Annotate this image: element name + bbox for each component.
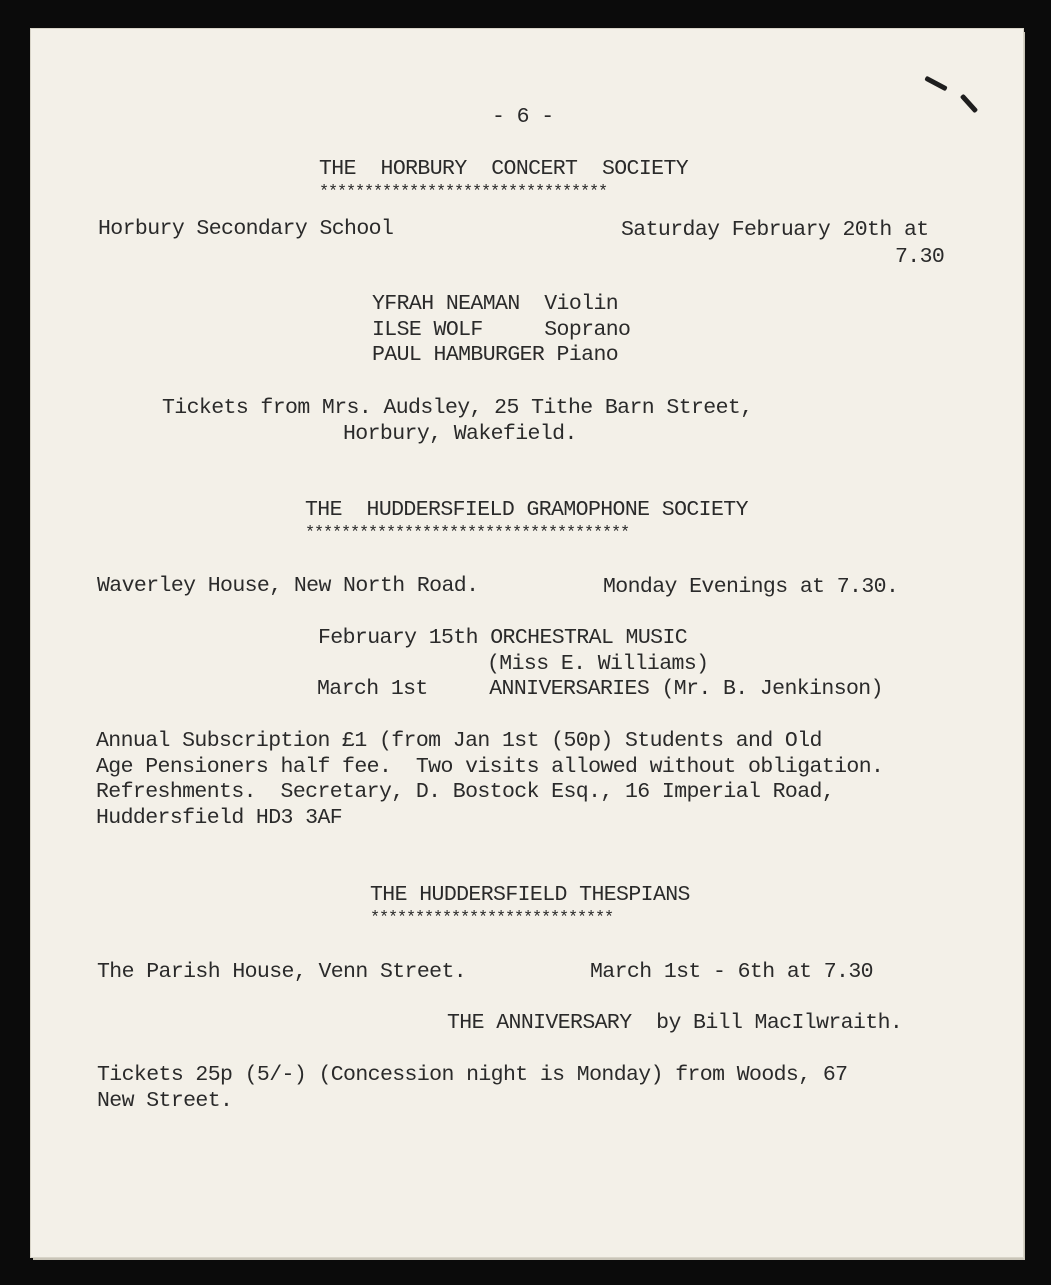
thespians-venue: The Parish House, Venn Street.	[97, 960, 467, 984]
gramophone-venue: Waverley House, New North Road.	[97, 574, 479, 598]
gramophone-program: March 1st ANNIVERSARIES (Mr. B. Jenkinson)	[317, 677, 883, 701]
horbury-stars: ********************************	[319, 183, 608, 202]
horbury-performer: YFRAH NEAMAN Violin	[372, 292, 619, 316]
gramophone-stars: ************************************	[305, 524, 630, 543]
thespians-stars: ***************************	[370, 909, 614, 928]
horbury-venue: Horbury Secondary School	[98, 217, 394, 241]
horbury-time: 7.30	[895, 245, 945, 269]
thespians-tickets: Tickets 25p (5/-) (Concession night is Monday) from Woods, 67	[97, 1063, 848, 1087]
gramophone-subscription: Huddersfield HD3 3AF	[96, 806, 343, 830]
gramophone-subscription: Annual Subscription £1 (from Jan 1st (50p) Students and Old	[96, 729, 822, 753]
horbury-tickets: Tickets from Mrs. Audsley, 25 Tithe Barn Street,	[162, 396, 753, 420]
gramophone-program: (Miss E. Williams)	[487, 652, 709, 676]
horbury-date: Saturday February 20th at	[621, 218, 929, 242]
page-number: - 6 -	[492, 105, 554, 129]
gramophone-schedule: Monday Evenings at 7.30.	[603, 575, 899, 599]
ink-mark	[960, 94, 978, 114]
horbury-tickets: Horbury, Wakefield.	[343, 422, 577, 446]
gramophone-program: February 15th ORCHESTRAL MUSIC	[318, 626, 688, 650]
gramophone-subscription: Age Pensioners half fee. Two visits allowed without obligation.	[96, 755, 884, 779]
thespians-dates: March 1st - 6th at 7.30	[590, 960, 873, 984]
document-page	[31, 29, 1023, 1257]
gramophone-title: THE HUDDERSFIELD GRAMOPHONE SOCIETY	[305, 498, 748, 522]
thespians-tickets: New Street.	[97, 1089, 233, 1113]
thespians-play: THE ANNIVERSARY by Bill MacIlwraith.	[447, 1011, 903, 1035]
horbury-performer: ILSE WOLF Soprano	[372, 318, 631, 342]
gramophone-subscription: Refreshments. Secretary, D. Bostock Esq., 16 Imperial Road,	[96, 780, 835, 804]
horbury-title: THE HORBURY CONCERT SOCIETY	[319, 157, 689, 181]
ink-mark	[924, 76, 948, 92]
horbury-performer: PAUL HAMBURGER Piano	[372, 343, 619, 367]
thespians-title: THE HUDDERSFIELD THESPIANS	[370, 883, 690, 907]
